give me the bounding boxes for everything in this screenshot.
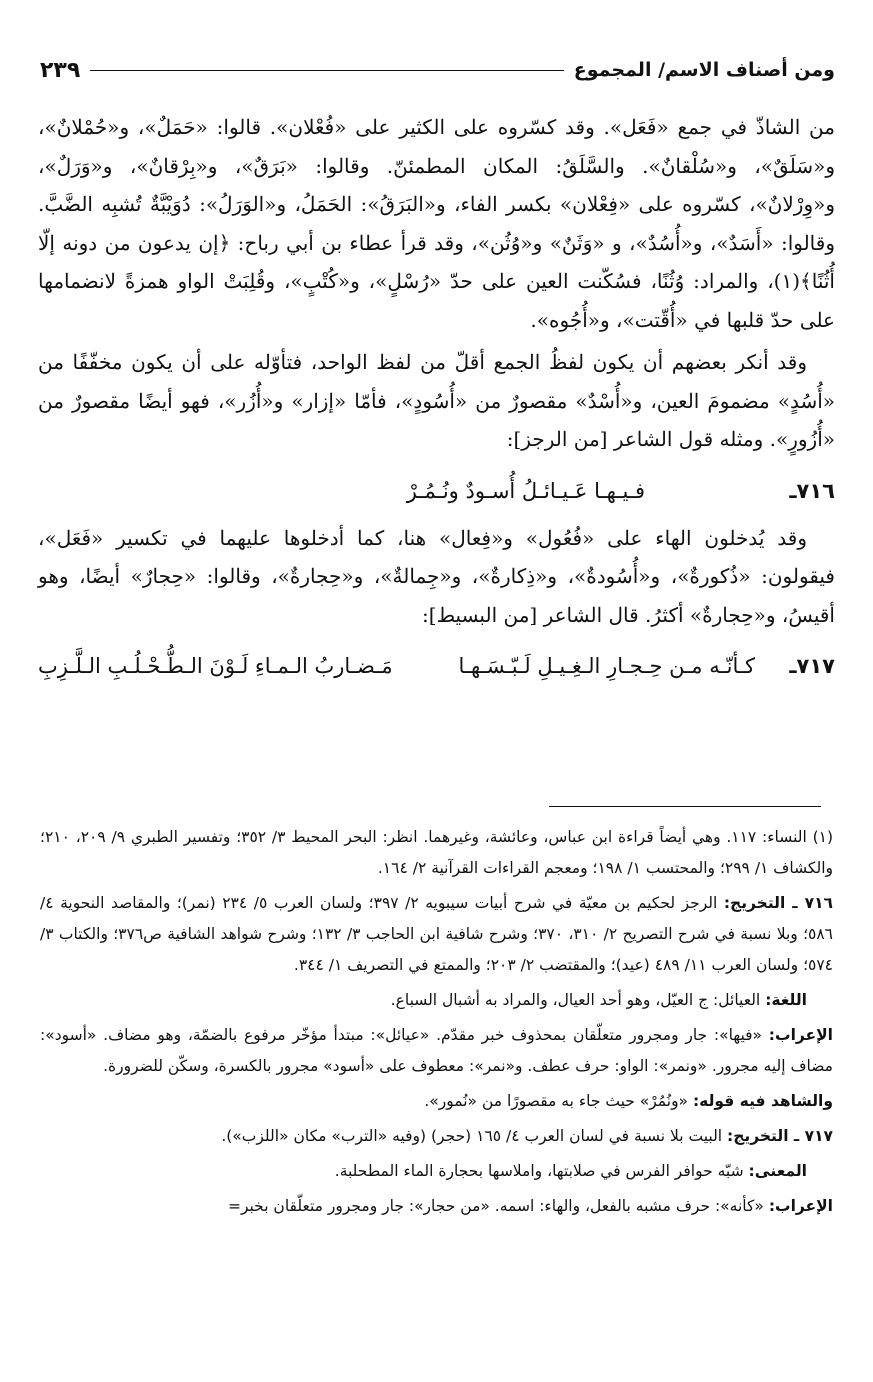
verse-second-hemistich: مَـضـاربُ الـمـاءِ لَـوْنَ الـطُّـحْـلُـبِ الـلَّـزِبِ bbox=[38, 654, 393, 678]
note-label: اللغة: bbox=[765, 991, 807, 1009]
paragraph-1: من الشاذّ في جمع «فَعَل». وقد كسّروه على الكثير على «فُعْلان». قالوا: «حَمَلٌ»، و«حُمْلانٌ»، و«سَلَقٌ»، و«سُلْقانٌ». والسَّلَقُ: المكان المطمئنّ. وقالوا: «بَرَقٌ»، و«بِرْقانٌ»، و«وَرَلٌ»، و«وِرْلانٌ»، كسّروه على «فِعْلان» بكسر الفاء، و«البَرَقُ»: الحَمَلُ، و«الوَرَلُ»: دُوَيْبَّةٌ تُشبِه الضَّبَّ. وقالوا: «أَسَدٌ»، و«أُسُدٌ»، و «وَثَنٌ» و«وُثُن»، وقد قرأ عطاء بن أبي رباح: ﴿إن يدعون من دونه إلّا أُثُنًا﴾(١)، والمراد: وُثُنًا، فسُكّنت العين على حدّ «رُسْلٍ»، و«كُتْبٍ»، وقُلِبَتْ الواو همزةً لانضمامها على حدّ قلبها في «أُقّتت»، و«أُجُوه». bbox=[38, 115, 835, 332]
note-text: شبّه حوافر الفرس في صلابتها، واملاسها بحجارة الماء المطحلبة. bbox=[334, 1162, 744, 1180]
main-text bbox=[38, 108, 835, 694]
footnote-separator bbox=[549, 806, 821, 807]
running-header bbox=[40, 52, 835, 88]
note-label: المعنى: bbox=[748, 1162, 807, 1180]
verse-first-hemistich: كـأنّـه مـن حِـجـارِ الـغِـيـلِ لَـبّـسَـهـا bbox=[458, 654, 755, 678]
note-label: والشاهد فيه قوله: bbox=[692, 1092, 833, 1110]
note-text: «ونُمُرْ» حيث جاء به مقصورًا من «نُمور». bbox=[424, 1092, 689, 1110]
note-text: البيت بلا نسبة في لسان العرب ٤/ ١٦٥ (حجر) (وفيه «الترب» مكان «اللزب»). bbox=[221, 1127, 723, 1145]
note-716-lugha bbox=[40, 985, 833, 1016]
note-716-takhrij bbox=[40, 888, 833, 981]
note-label: الإعراب: bbox=[768, 1026, 833, 1044]
note-717-takhrij bbox=[40, 1121, 833, 1152]
note-text: «كأنه»: حرف مشبه بالفعل، والهاء: اسمه. «من حجار»: جار ومجرور متعلّقان بخبر= bbox=[227, 1197, 764, 1215]
verse-716 bbox=[38, 463, 835, 519]
verse-text: فـيـهـا عَـيـائـلُ أُسـودٌ ونُـمُـرْ bbox=[406, 478, 645, 503]
note-label: ٧١٦ ـ التخريج: bbox=[723, 894, 833, 912]
note-text: الرجز لحكيم بن معيّة في شرح أبيات سيبويه ٢/ ٣٩٧؛ ولسان العرب ٥/ ٢٣٤ (نمر)؛ والمقاصد النحوية ٤/ ٥٨٦؛ وبلا نسبة في شرح التصريح ٢/ ٣١٠، ٣٧٠؛ وشرح شافية ابن الحاجب ٣/ ١٣٢؛ وشرح شواهد الشافية ص٣٧٦؛ والكتاب ٣/ ٥٧٤؛ ولسان العرب ١١/ ٤٨٩ (عيد)؛ والمقتضب ٢/ ٢٠٣؛ والممتع في التصريف ١/ ٣٤٤. bbox=[40, 894, 833, 974]
verse-number: ٧١٦ـ bbox=[789, 478, 835, 503]
verse-number: ٧١٧ـ bbox=[789, 654, 835, 678]
verse-717 bbox=[38, 638, 835, 694]
note-label: الإعراب: bbox=[768, 1197, 833, 1215]
note-716-shahid bbox=[40, 1086, 833, 1117]
note-text: «فيها»: جار ومجرور متعلّقان بمحذوف خبر مقدّم. «عيائل»: مبتدأ مؤخّر مرفوع بالضمّة، وهو مضاف. «أسود»: مضاف إليه مجرور. «ونمر»: الواو: حرف عطف. و«نمر»: معطوف على «أسود» مجرور بالكسرة، وسكّن للضرورة. bbox=[40, 1026, 833, 1075]
paragraph-2: وقد أنكر بعضهم أن يكون لفظُ الجمع أقلّ من لفظ الواحد، فتأوّله على أن يكون مخفّفًا من «أُسُدٍ» مضمومَ العين، و«أُسْدٌ» مقصورٌ من «أُسُودٍ»، فأمّا «إزار» و«أُزُر»، فهو أيضًا مقصورٌ من «أُزُورٍ». ومثله قول الشاعر [من الرجز]: bbox=[38, 350, 835, 451]
footnote-1: (١) النساء: ١١٧. وهي أيضاً قراءة ابن عباس، وعائشة، وغيرهما. انظر: البحر المحيط ٣/ ٣٥٢؛ وتفسير الطبري ٩/ ٢٠٩، ٢١٠؛ والكشاف ١/ ٢٩٩؛ والمحتسب ١/ ١٩٨؛ ومعجم القراءات القرآنية ٢/ ١٦٤. bbox=[40, 828, 834, 877]
page-number: ٢٣٩ bbox=[40, 57, 81, 83]
paragraph-3: وقد يُدخلون الهاء على «فُعُول» و«فِعال» هنا، كما أدخلوها عليهما في تكسير «فَعَل»، فيقولون: «ذُكورةٌ»، و«أُسُودةٌ»، و«ذِكارةٌ»، و«جِمالةٌ»، و«حِجارةٌ»، وقالوا: «حِجارٌ» أيضًا، وهو أقيسُ، و«حِجارةٌ» أكثرُ. قال الشاعر [من البسيط]: bbox=[38, 525, 835, 627]
note-716-irab bbox=[40, 1020, 833, 1082]
note-text: العيائل: ج العيّل، وهو أحد العيال، والمراد به أشبال السباع. bbox=[390, 991, 761, 1009]
note-717-mana bbox=[40, 1156, 833, 1187]
header-rule bbox=[90, 70, 563, 71]
note-label: ٧١٧ ـ التخريج: bbox=[727, 1127, 833, 1145]
running-title: ومن أصناف الاسم/ المجموع bbox=[573, 59, 835, 81]
note-717-irab bbox=[40, 1191, 833, 1222]
footnotes bbox=[40, 822, 833, 1226]
